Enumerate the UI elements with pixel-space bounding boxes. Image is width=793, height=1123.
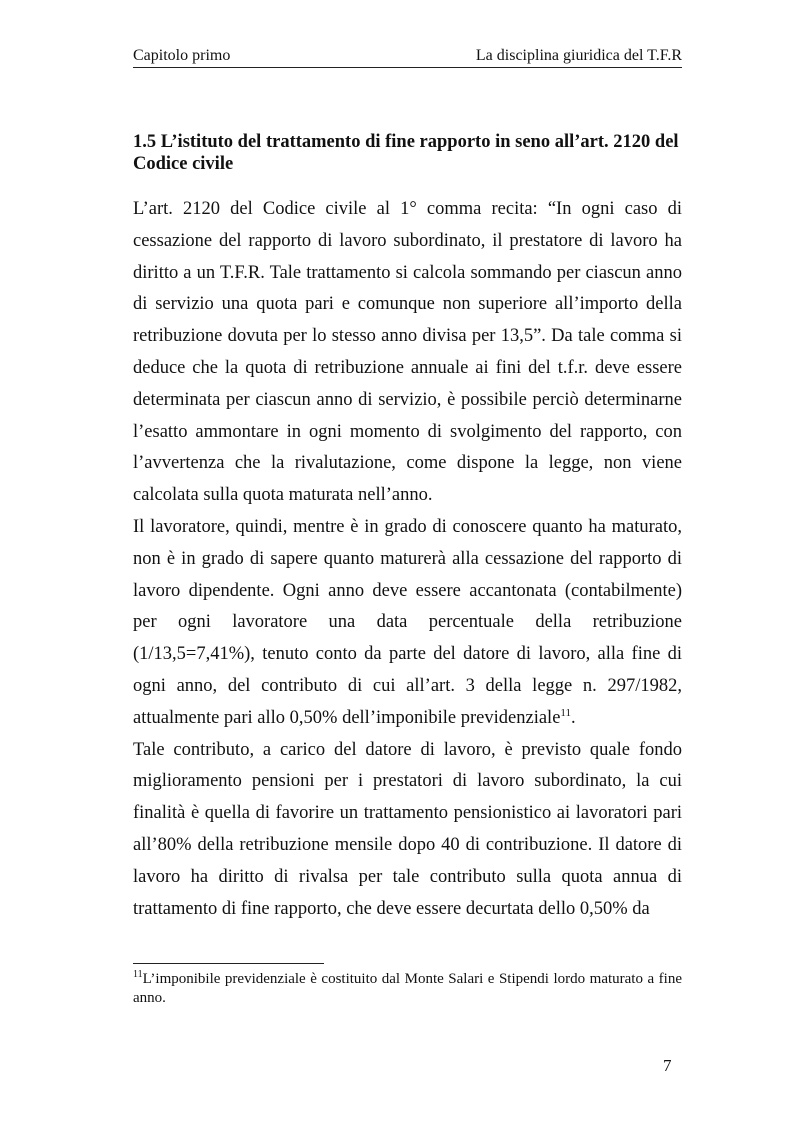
footnote-number: 11 bbox=[133, 969, 143, 980]
paragraph-3: Tale contributo, a carico del datore di lavoro, è previsto quale fondo miglioramento pensioni per i prestatori di lavoro subordinato, la cui finalità è quella di favorire un trattamento pensionistico ai lavoratori pari all’80% della retribuzione mensile dopo 40 di contribuzione. Il datore di lavoro ha diritto di rivalsa per tale contributo sulla quota annua di trattamento di fine rapporto, che deve essere decurtata dello 0,50% da bbox=[133, 739, 682, 919]
paragraph-2 bbox=[133, 512, 682, 735]
paragraph-1: L’art. 2120 del Codice civile al 1° comma recita: “In ogni caso di cessazione del rapporto di lavoro subordinato, il prestatore di lavoro ha diritto a un T.F.R. Tale trattamento si calcola sommando per ciascun anno di servizio una quota pari e comunque non superiore all’importo della retribuzione dovuta per lo stesso anno divisa per 13,5”. Da tale comma si deduce che la quota di retribuzione annuale ai fini del t.f.r. deve essere determinata per ciascun anno di servizio, è possibile perciò determinarne l’esatto ammontare in ogni momento di svolgimento del rapporto, con l’avvertenza che la rivalutazione, come dispone la legge, non viene calcolata sulla quota maturata nell’anno. bbox=[133, 199, 682, 506]
header-chapter: Capitolo primo bbox=[133, 47, 231, 64]
header-chapter-title: La disciplina giuridica del T.F.R bbox=[475, 47, 682, 64]
running-header bbox=[133, 47, 682, 68]
paragraph-2-text: Il lavoratore, quindi, mentre è in grado di conoscere quanto ha maturato, non è in grado di sapere quanto maturerà alla cessazione del rapporto di lavoro dipendente. Ogni anno deve essere accantonata (contabilmente) per ogni lavoratore una data percentuale della retribuzione (1/13,5=7,41%), tenuto conto da parte del datore di lavoro, alla fine di ogni anno, del contributo di cui all’art. 3 della legge n. 297/1982, attualmente pari allo 0,50% dell’imponibile previdenziale bbox=[133, 516, 682, 728]
section-title: 1.5 L’istituto del trattamento di fine rapporto in seno all’art. 2120 del Codice civile bbox=[133, 132, 679, 174]
page-number: 7 bbox=[663, 1056, 672, 1075]
footnote-divider bbox=[133, 963, 324, 964]
body-text bbox=[133, 194, 682, 925]
footnote bbox=[133, 970, 682, 1008]
footnote-text: L’imponibile previdenziale è costituito dal Monte Salari e Stipendi lordo maturato a fine anno. bbox=[133, 971, 682, 1006]
paragraph-2-end: . bbox=[571, 707, 576, 728]
footnote-reference: 11 bbox=[560, 706, 571, 719]
